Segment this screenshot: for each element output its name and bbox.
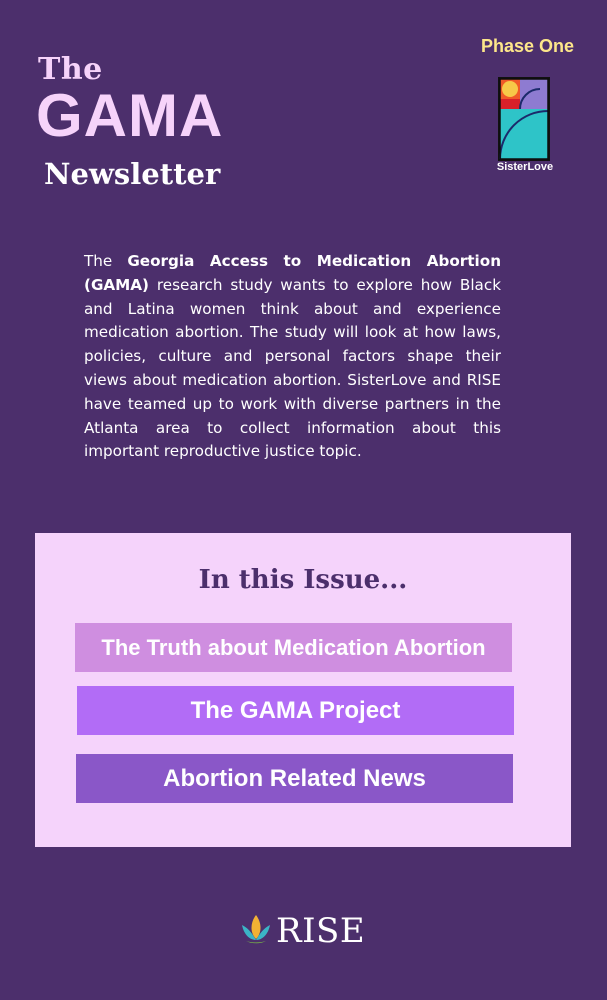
intro-paragraph — [84, 250, 501, 464]
title-gama: GAMA — [36, 82, 224, 149]
sisterlove-logo-text: SisterLove — [496, 161, 554, 173]
issue-link-truth[interactable]: The Truth about Medication Abortion — [75, 623, 512, 672]
phase-label: Phase One — [481, 36, 575, 56]
title-the: The — [38, 52, 103, 87]
issue-link-gama-project[interactable]: The GAMA Project — [77, 686, 514, 735]
sisterlove-logo-icon — [497, 76, 551, 162]
issue-link-news[interactable]: Abortion Related News — [76, 754, 513, 803]
rise-lotus-icon — [238, 911, 274, 952]
issue-panel — [35, 533, 571, 847]
intro-lead: The — [84, 252, 128, 270]
rise-logo — [238, 909, 365, 953]
intro-study-name: Georgia Access to Medication Abortion (GAMA) — [84, 252, 502, 294]
intro-body: research study wants to explore how Black and Latina women think about and experience medication abortion. The study will look at how laws, policies, culture and personal factors shape their views about medication abortion. SisterLove and RISE have teamed up to work with diverse partners in the Atlanta area to collect information about this important reproductive justice topic. — [84, 275, 501, 461]
title-newsletter: Newsletter — [44, 157, 221, 191]
rise-text: RISE — [276, 911, 366, 951]
issue-title: In this Issue... — [198, 565, 408, 595]
